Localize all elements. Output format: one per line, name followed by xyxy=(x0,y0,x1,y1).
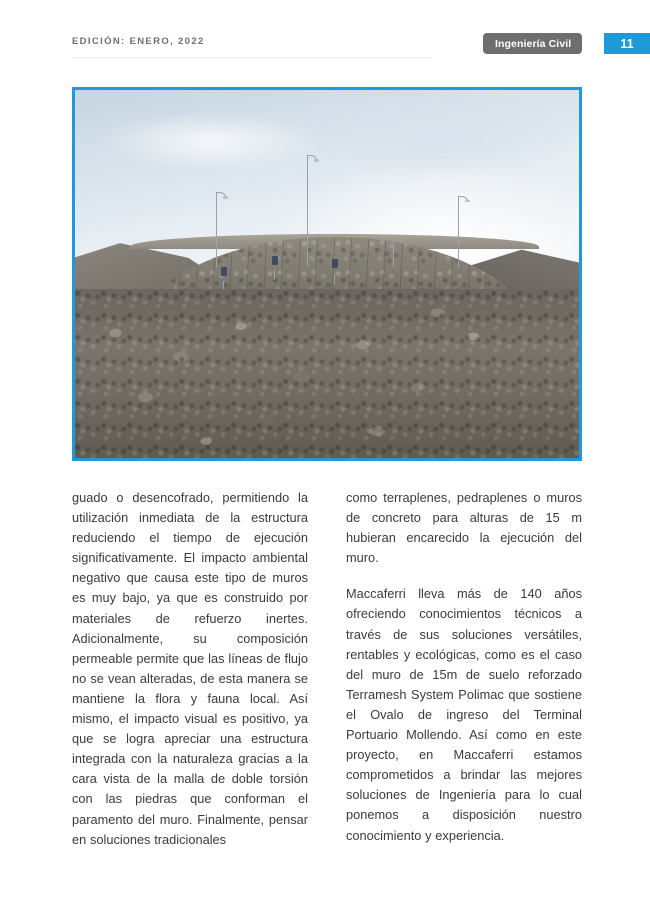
pole-lamp-icon xyxy=(223,196,228,199)
section-badge: Ingeniería Civil xyxy=(483,33,582,54)
light-pole-icon xyxy=(307,156,308,266)
page-header xyxy=(0,0,650,72)
paragraph: Maccaferri lleva más de 140 años ofreciendo conocimientos técnicos a través de sus soluciones versátiles, rentables y ecológicas, como es el caso del muro de 15m de suelo reforzado Terramesh System Polimac que sostiene el Ovalo de ingreso del Terminal Portuario Mollendo. Así como en este proyecto, en Maccaferri estamos comprometidos a brindar las mejores soluciones de Ingeniería para lo cual ponemos a disposición nuestro conocimiento y experiencia. xyxy=(346,586,582,843)
sign-post-icon xyxy=(274,270,275,280)
light-pole-icon xyxy=(216,193,217,267)
light-pole-icon xyxy=(393,237,394,266)
sign-post-icon xyxy=(334,274,335,284)
road-sign-icon xyxy=(272,256,278,265)
body-column-right xyxy=(346,488,582,850)
cloud-left xyxy=(95,112,327,171)
pole-lamp-icon xyxy=(314,159,319,162)
road-sign-icon xyxy=(221,267,227,276)
article-body xyxy=(72,488,582,850)
road-sign-icon xyxy=(332,259,338,268)
header-divider xyxy=(72,57,432,58)
paragraph: como terraplenes, pedraplenes o muros de concreto para alturas de 15 m hubieran encarecido la ejecución del muro. xyxy=(346,490,582,566)
light-pole-icon xyxy=(458,197,459,267)
cloud-right xyxy=(317,97,569,178)
photo-content xyxy=(75,90,579,458)
article-photo xyxy=(72,87,582,461)
edition-label: EDICIÓN: ENERO, 2022 xyxy=(72,36,205,47)
page-number-badge: 11 xyxy=(604,33,650,54)
rock-rubble-foreground xyxy=(75,289,579,458)
paragraph: guado o desencofrado, permitiendo la utilización inmediata de la estructura reduciendo el tiempo de ejecución significativamente. El impacto ambiental negativo que causa este tipo de muros es muy bajo, ya que es construido por materiales de refuerzo inertes. Adicionalmente, su composición permeable permite que las líneas de flujo no se vean alteradas, de esta manera se mantiene la flora y fauna local. Así mismo, el impacto visual es positivo, ya que se logra apreciar una estructura integrada con la naturaleza gracias a la cara vista de la malla de doble torsión con las piedras que conforman el paramento del muro. Finalmente, pensar en soluciones tradicionales xyxy=(72,490,308,847)
body-column-left xyxy=(72,488,308,850)
pole-lamp-icon xyxy=(465,200,470,203)
